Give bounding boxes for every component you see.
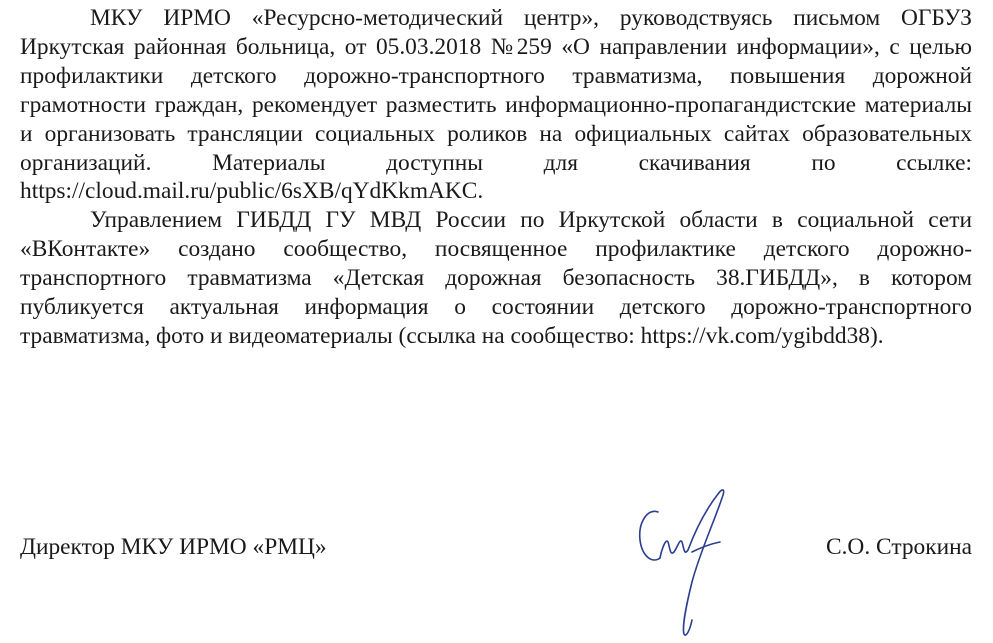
paragraph-gibdd-community: Управлением ГИБДД ГУ МВД России по Иркутской области в социальной сети «ВКонтакте» создано сообщество, посвященное профилактике детского дорожно-транспортного травматизма «Детская дорожная безопасность 38.ГИБДД», в котором публикуется актуальная информация о состоянии детского дорожно-транспортного травматизма, фото и видеоматериалы (ссылка на сообщество: https://vk.com/ygibdd38).: [20, 207, 972, 349]
signature-block: [20, 533, 972, 573]
paragraph-resource-center: МКУ ИРМО «Ресурсно-методический центр», руководствуясь письмом ОГБУЗ Иркутская районная больница, от 05.03.2018 №259 «О направлении информации», с целью профилактики детского дорожно-транспортного травматизма, повышения дорожной грамотности граждан, рекомендует разместить информационно-пропагандистские материалы и организовать трансляции социальных роликов на официальных сайтах образовательных организаций. Материалы доступны для скачивания по ссылке: https://cloud.mail.ru/public/6sXB/qYdKkmAKC.: [20, 5, 972, 205]
signer-name: С.О. Строкина: [825, 534, 972, 560]
document-body: [20, 4, 972, 351]
signer-position: Директор МКУ ИРМО «РМЦ»: [20, 534, 327, 560]
handwritten-signature-icon: [630, 482, 740, 642]
